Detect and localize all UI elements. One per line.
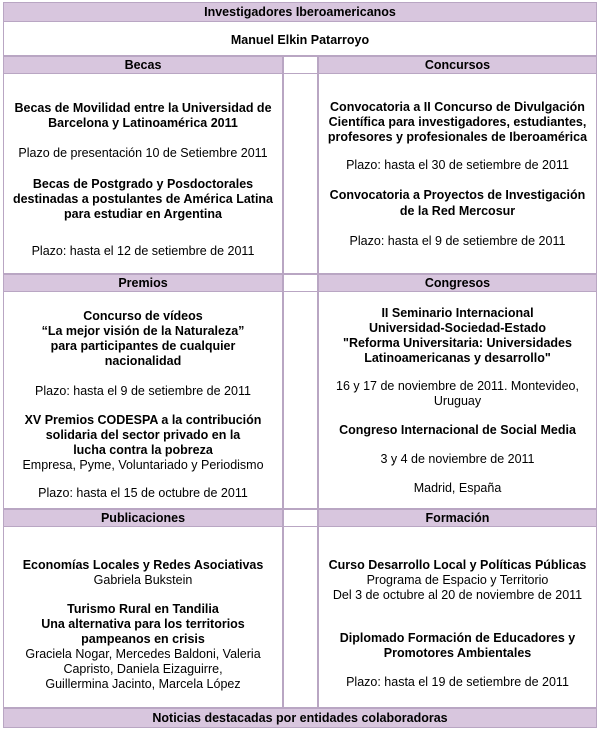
page-title-bar bbox=[3, 2, 597, 22]
congresos-cell: II Seminario Internacional Universidad-Sociedad-Estado "Reforma Universitaria: Universidades Latinoamericanas y desarrollo" 16 y 17 de noviembre de 2011. Montevideo, Uruguay Congreso Internacional de Social Media 3 y 4 de noviembre de 2011 Madrid, España bbox=[318, 292, 597, 509]
section-header-premios: Premios bbox=[3, 274, 283, 292]
section-header-congresos: Congresos bbox=[318, 274, 597, 292]
formacion-item-2-date: Plazo: hasta el 19 de setiembre de 2011 bbox=[346, 675, 569, 689]
row3-gap bbox=[283, 527, 318, 708]
becas-cell: Becas de Movilidad entre la Universidad de Barcelona y Latinoamérica 2011 Plazo de presentación 10 de Setiembre 2011 Becas de Postgrado y Posdoctorales destinadas a postulantes de América Latina para estudiar en Argentina Plazo: hasta el 12 de setiembre de 2011 bbox=[3, 74, 283, 274]
premios-item-2-sub: Empresa, Pyme, Voluntariado y Periodismo bbox=[22, 458, 264, 472]
concursos-item-2-title[interactable]: Convocatoria a Proyectos de Investigación bbox=[329, 188, 586, 202]
becas-item-2-date: Plazo: hasta el 12 de setiembre de 2011 bbox=[31, 244, 255, 258]
row2-gap bbox=[283, 292, 318, 509]
concursos-cell: Convocatoria a II Concurso de Divulgación Científica para investigadores, estudiantes, profesores y profesionales de Iberoamérica Plazo: hasta el 30 de setiembre de 2011 Convocatoria a Proyectos de Investigación de la Red Mercosur Plazo: hasta el 9 de setiembre de 2011 bbox=[318, 74, 597, 274]
premios-item-2-title[interactable]: XV Premios CODESPA a la contribución bbox=[24, 413, 262, 427]
person-row bbox=[3, 22, 597, 56]
page-title: Investigadores Iberoamericanos bbox=[204, 5, 396, 19]
becas-item-1-date: Plazo de presentación 10 de Setiembre 2011 bbox=[18, 146, 268, 160]
footer-title-bar bbox=[3, 708, 597, 728]
congresos-item-2-date: 3 y 4 de noviembre de 2011 bbox=[380, 452, 535, 466]
concursos-item-1-date: Plazo: hasta el 30 de setiembre de 2011 bbox=[346, 158, 569, 172]
publicaciones-item-1-author: Gabriela Bukstein bbox=[93, 573, 193, 587]
formacion-item-2-title[interactable]: Diplomado Formación de Educadores y bbox=[339, 631, 576, 645]
section-header-becas: Becas bbox=[3, 56, 283, 74]
header-gap bbox=[283, 509, 318, 527]
premios-item-2-date: Plazo: hasta el 15 de octubre de 2011 bbox=[38, 486, 248, 500]
formacion-item-1-detail: Programa de Espacio y Territorio bbox=[366, 573, 549, 587]
publicaciones-item-2-authors: Graciela Nogar, Mercedes Baldoni, Valeria bbox=[25, 647, 261, 661]
publicaciones-item-2-title[interactable]: Turismo Rural en Tandilia bbox=[67, 602, 219, 616]
formacion-item-1-title[interactable]: Curso Desarrollo Local y Políticas Públicas bbox=[328, 558, 587, 572]
premios-item-1-date: Plazo: hasta el 9 de setiembre de 2011 bbox=[35, 384, 251, 398]
publicaciones-cell: Economías Locales y Redes Asociativas Gabriela Bukstein Turismo Rural en Tandilia Una alternativa para los territorios pampeanos en crisis Graciela Nogar, Mercedes Baldoni, Valeria Capristo, Daniela Eizaguirre, Guillermina Jacinto, Marcela López bbox=[3, 527, 283, 708]
becas-item-1-title[interactable]: Becas de Movilidad entre la Universidad de bbox=[14, 101, 272, 115]
publicaciones-item-1-title[interactable]: Economías Locales y Redes Asociativas bbox=[22, 558, 264, 572]
header-gap bbox=[283, 274, 318, 292]
premios-cell: Concurso de vídeos “La mejor visión de la Naturaleza” para participantes de cualquier nacionalidad Plazo: hasta el 9 de setiembre de 2011 XV Premios CODESPA a la contribución solidaria del sector privado en la lucha contra la pobreza Empresa, Pyme, Voluntariado y Periodismo Plazo: hasta el 15 de octubre de 2011 bbox=[3, 292, 283, 509]
premios-item-1-title[interactable]: Concurso de vídeos bbox=[83, 309, 203, 323]
formacion-cell: Curso Desarrollo Local y Políticas Públicas Programa de Espacio y Territorio Del 3 de octubre al 20 de noviembre de 2011 Diplomado Formación de Educadores y Promotores Ambientales Plazo: hasta el 19 de setiembre de 2011 bbox=[318, 527, 597, 708]
section-header-concursos: Concursos bbox=[318, 56, 597, 74]
congresos-item-1-title[interactable]: II Seminario Internacional bbox=[381, 306, 534, 320]
congresos-item-2-place: Madrid, España bbox=[413, 481, 502, 495]
congresos-item-1-date: 16 y 17 de noviembre de 2011. Montevideo, bbox=[336, 379, 579, 393]
congresos-item-2-title[interactable]: Congreso Internacional de Social Media bbox=[339, 423, 576, 437]
person-name[interactable]: Manuel Elkin Patarroyo bbox=[230, 33, 370, 47]
row1-gap bbox=[283, 74, 318, 274]
section-header-publicaciones: Publicaciones bbox=[3, 509, 283, 527]
concursos-item-1-title[interactable]: Convocatoria a II Concurso de Divulgación bbox=[330, 100, 585, 114]
footer-title: Noticias destacadas por entidades colaboradoras bbox=[152, 711, 448, 725]
becas-item-2-title[interactable]: Becas de Postgrado y Posdoctorales bbox=[32, 177, 254, 191]
header-gap bbox=[283, 56, 318, 74]
section-header-formacion: Formación bbox=[318, 509, 597, 527]
concursos-item-2-date: Plazo: hasta el 9 de setiembre de 2011 bbox=[349, 234, 566, 248]
